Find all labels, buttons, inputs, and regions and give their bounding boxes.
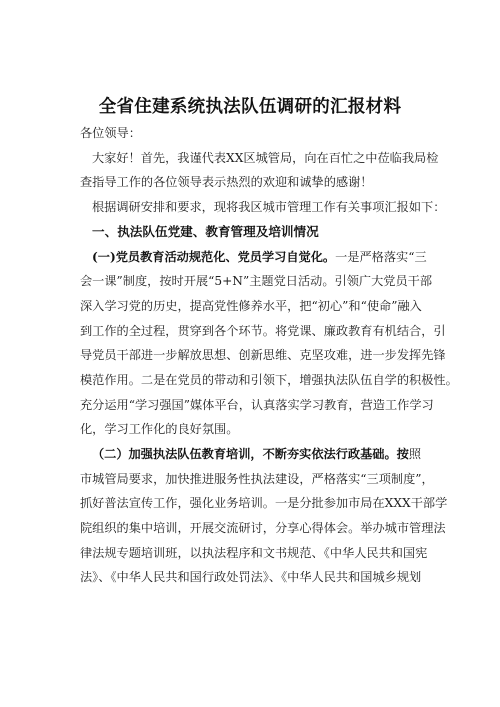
opening-line-2: 查指导工作的各位领导表示热烈的欢迎和诚挚的感谢！: [80, 175, 373, 189]
item1-line-4: 导党员干部进一步解放思想、创新思维、克坚攻难，进一步发挥先锋: [80, 348, 446, 362]
intro-paragraph: 根据调研安排和要求，现将我区城市管理工作有关事项汇报如下：: [92, 200, 446, 214]
item2-line-4: 律法规专题培训班，以执法程序和文书规范、《中华人民共和国宪: [80, 546, 428, 560]
item1-lead-bold: (一)党员教育活动规范化、党员学习自觉化。: [92, 250, 336, 264]
item1-line-3: 到工作的全过程，贯穿到各个环节。将党课、廉政教育有机结合，引: [80, 324, 446, 338]
section-heading-1: 一、执法队伍党建、教育管理及培训情况: [92, 224, 319, 239]
item1-line-7: 化，学习工作化的良好氛围。: [80, 422, 239, 436]
item1-line-6: 充分运用“学习强国”媒体平台，认真落实学习教育，营造工作学习: [80, 398, 434, 412]
item1-lead-rest: 一是严格落实“三: [335, 250, 427, 264]
item1-line-1: 会一课”制度，按时开展“5+N”主题党日活动。引领广大党员干部: [80, 274, 433, 288]
item1-lead-line: [92, 248, 427, 266]
document-title: 全省住建系统执法队伍调研的汇报材料: [98, 97, 402, 117]
item1-line-5: 模范作用。二是在党员的带动和引领下，增强执法队伍自学的积极性。: [80, 373, 458, 387]
opening-line-1: 大家好！首先，我谨代表XX区城管局，向在百忙之中莅临我局检: [92, 151, 439, 165]
item2-line-1: 市城管局要求，加快推进服务性执法建设，严格落实“三项制度”，: [80, 472, 434, 486]
salutation: 各位领导：: [80, 126, 141, 140]
item1-line-2: 深入学习党的历史，提高党性修养水平，把“初心”和“使命”融入: [80, 299, 422, 313]
item2-lead-rest: 照: [408, 447, 422, 461]
item2-lead-bold: （二）加强执法队伍教育培训，不断夯实依法行政基础。按: [92, 447, 409, 461]
item2-lead-line: [92, 445, 422, 463]
item2-line-3: 院组织的集中培训，开展交流研讨，分享心得体会。举办城市管理法: [80, 521, 446, 535]
item2-line-5: 法》、《中华人民共和国行政处罚法》、《中华人民共和国城乡规划: [80, 570, 422, 584]
item2-line-2: 抓好普法宣传工作，强化业务培训。一是分批参加市局在XXX干部学: [80, 496, 448, 510]
